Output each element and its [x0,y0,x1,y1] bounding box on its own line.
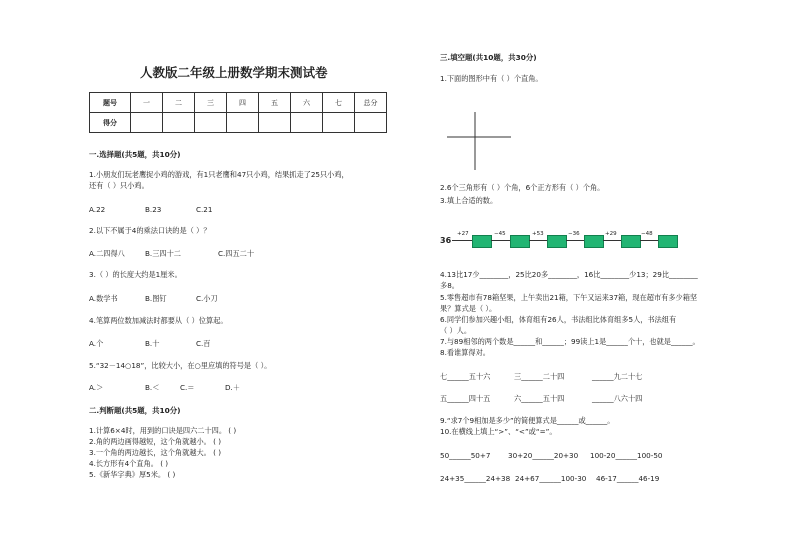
chain-arrow [566,240,584,241]
score-header-cell: 一 [131,93,163,113]
score-header-cell: 五 [259,93,291,113]
chain-arrow [640,240,658,241]
score-header-cell: 三 [195,93,227,113]
section2-heading: 二.判断题(共5题，共10分) [89,406,181,415]
s3-q4: 4.13比17少________，25比20多________，16比________少13；29比________ [440,270,698,279]
s3-q2: 2.6个三角形有（ ）个角，6个正方形有（ ）个角。 [440,183,605,192]
chain-arrow [603,240,621,241]
s1-q4: 4.笔算两位数加减法时都要从（ ）位算起。 [89,316,228,325]
chain-answer-box[interactable] [584,235,604,248]
chain-op: −45 [494,231,506,237]
score-table-score-row [90,113,387,133]
s3-q8-item: 三______二十四 [514,372,565,381]
s1-q3-opt-b: B.图钉 [145,294,167,303]
s3-q1: 1.下面的图形中有（ ）个直角。 [440,74,543,83]
score-header-cell: 题号 [90,93,131,113]
s3-q10-item: 24+67______100-30 [515,474,587,483]
s3-q10-item: 30+20______20+30 [508,451,579,460]
s2-item: 2.角的两边画得越短，这个角就越小。 ( ) [89,437,222,446]
score-cell[interactable] [355,113,387,133]
s2-item: 4.长方形有4个直角。 ( ) [89,459,169,468]
s3-q3: 3.填上合适的数。 [440,196,498,205]
s1-q1-opt-a: A.22 [89,205,106,214]
score-cell[interactable] [291,113,323,133]
chain-answer-box[interactable] [621,235,641,248]
s3-q10: 10.在横线上填上“>”、“<”或“=”。 [440,427,557,436]
score-header-cell: 总分 [355,93,387,113]
s3-q10-item: 100-20______100-50 [590,451,663,460]
s3-q8-item: 五______四十五 [440,394,491,403]
score-cell[interactable] [227,113,259,133]
s3-q6b: （ ）人。 [440,326,472,335]
s1-q5-opt-b: B.＜ [145,383,160,392]
s1-q2-opt-b: B.三四十二 [145,249,181,258]
s3-q8: 8.看谁算得对。 [440,348,490,357]
s1-q4-opt-b: B.十 [145,339,160,348]
s3-q5: 5.零售超市有78箱坚果，上午卖出21箱，下午又运来37箱，现在超市有多少箱坚 [440,293,698,302]
score-cell[interactable] [195,113,227,133]
chain-op: +53 [532,231,544,237]
s1-q1-line1: 1.小朋友们玩老鹰捉小鸡的游戏，有1只老鹰和47只小鸡，结果抓走了25只小鸡， [89,170,349,179]
s3-q10-item: 24+35______24+38 [440,474,511,483]
chain-answer-box[interactable] [510,235,530,248]
s1-q4-opt-c: C.百 [196,339,211,348]
s2-item: 3.一个角的两边越长，这个角就越大。 ( ) [89,448,222,457]
s2-item: 5.《新华字典》厚5米。 ( ) [89,470,176,479]
chain-answer-box[interactable] [658,235,678,248]
score-row-label: 得分 [90,113,131,133]
s3-q8-item: ______八六十四 [592,394,643,403]
s1-q3-opt-c: C.小刀 [196,294,218,303]
s1-q2: 2.以下不属于4的乘法口诀的是（ ）？ [89,226,211,235]
score-cell[interactable] [131,113,163,133]
s3-q8-item: 七______五十六 [440,372,491,381]
s3-q7: 7.与89相邻的两个数是______和______；99读上1是______个十，也就是______。 [440,337,700,346]
chain-start: 36 [440,236,452,245]
s1-q4-opt-a: A.个 [89,339,104,348]
page-title: 人教版二年级上册数学期末测试卷 [140,65,328,80]
s1-q3: 3.（ ）的长度大约是1厘米。 [89,270,182,279]
s3-q10-item: 50______50+7 [440,451,491,460]
score-table [89,92,387,133]
s1-q5-opt-a: A.＞ [89,383,104,392]
score-header-cell: 七 [323,93,355,113]
s1-q2-opt-a: A.二四得八 [89,249,125,258]
chain-op: −36 [568,231,580,237]
section3-heading: 三.填空题(共10题，共30分) [440,53,537,62]
s1-q5-opt-d: D.＋ [225,383,241,392]
s1-q1-opt-c: C.21 [196,205,213,214]
s1-q1-line2: 还有（ ）只小鸡。 [89,181,149,190]
cross-figure [445,110,515,172]
s2-item: 1.计算6×4时，用到的口诀是四六二十四。 ( ) [89,426,237,435]
score-table-header-row [90,93,387,113]
score-header-cell: 四 [227,93,259,113]
score-header-cell: 六 [291,93,323,113]
chain-arrow [452,240,472,241]
s1-q5-opt-c: C.＝ [180,383,195,392]
s3-q6: 6.同学们参加兴趣小组，体育组有26人，书法组比体育组多5人，书法组有 [440,315,677,324]
s3-q8-item: 六______五十四 [514,394,565,403]
chain-answer-box[interactable] [472,235,492,248]
score-cell[interactable] [259,113,291,133]
s3-q5b: 果？算式是（ ）。 [440,304,497,313]
s3-q8-item: ______九二十七 [592,372,643,381]
s1-q1-opt-b: B.23 [145,205,162,214]
chain-arrow [529,240,547,241]
chain-arrow [491,240,510,241]
s1-q2-opt-c: C.四五二十 [218,249,255,258]
section1-heading: 一.选择题(共5题，共10分) [89,150,181,159]
chain-op: −48 [641,231,653,237]
chain-op: +27 [457,231,469,237]
score-cell[interactable] [323,113,355,133]
chain-op: +29 [605,231,617,237]
s1-q5: 5.“32－14○18”，比较大小，在○里应填的符号是（ ）。 [89,361,272,370]
score-cell[interactable] [163,113,195,133]
s3-q10-item: 46-17______46-19 [596,474,660,483]
score-header-cell: 二 [163,93,195,113]
s3-q4b: 多8。 [440,281,459,290]
s1-q3-opt-a: A.数学书 [89,294,118,303]
s3-q9: 9.“求7个9相加是多少”的简便算式是______或______。 [440,416,615,425]
chain-answer-box[interactable] [547,235,567,248]
